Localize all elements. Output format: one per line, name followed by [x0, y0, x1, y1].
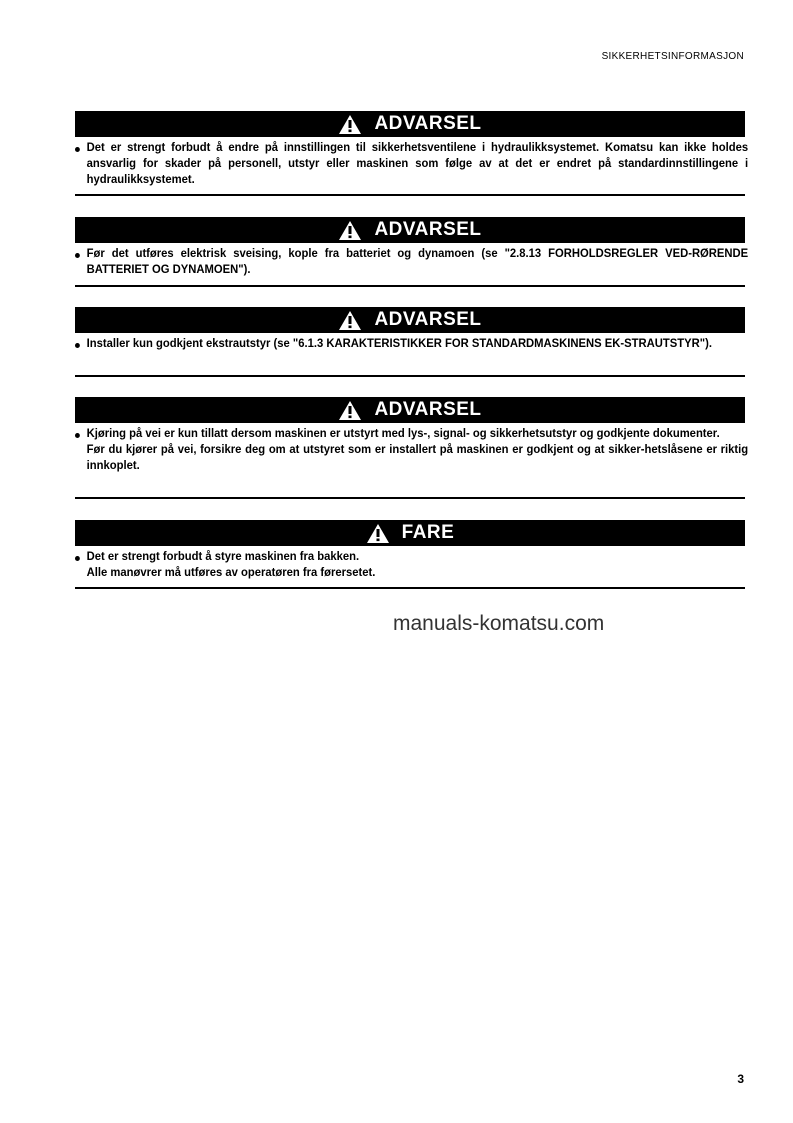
- notice-level: FARE: [401, 522, 455, 543]
- notice-body: [75, 333, 748, 352]
- section-header: SIKKERHETSINFORMASJON: [601, 51, 744, 62]
- notice-level: ADVARSEL: [374, 219, 482, 240]
- notice-header: [75, 217, 745, 243]
- safety-notice: [75, 111, 749, 188]
- warning-triangle-icon: [366, 523, 390, 544]
- bullet-icon: [75, 147, 80, 152]
- notice-text: Installer kun godkjent ekstrautstyr (se "6.1.3 KARAKTERISTIKKER FOR STANDARDMASKINENS EK-STRAUTSTYR").: [86, 337, 712, 350]
- notice-level: ADVARSEL: [374, 309, 482, 330]
- bullet-icon: [75, 433, 80, 438]
- warning-triangle-icon: [338, 114, 362, 135]
- notice-header: [75, 307, 745, 333]
- notice-header: [75, 397, 745, 423]
- page-number: 3: [737, 1072, 744, 1086]
- notice-text: Det er strengt forbudt å endre på innstillingen til sikkerhetsventilene i hydraulikksystemet. Komatsu kan ikke holdes ansvarlig for skader på personell, utstyr eller maskinen som følge av at det er endret på standardinnstillingene i hydraulikksystemet.: [86, 141, 749, 186]
- safety-notice: [75, 307, 745, 352]
- divider: [75, 587, 745, 589]
- notice-header: [75, 520, 745, 546]
- notice-level: ADVARSEL: [374, 399, 482, 420]
- safety-notice: [75, 520, 745, 581]
- bullet-icon: [75, 556, 80, 561]
- divider: [75, 285, 745, 287]
- notice-text: Før du kjører på vei, forsikre deg om at utstyret som er installert på maskinen er godkjent og at sikker-hetslåsene er riktig innkoplet.: [86, 443, 749, 472]
- bullet-icon: [75, 343, 80, 348]
- notice-header: [75, 111, 745, 137]
- safety-notice: [75, 217, 749, 278]
- notice-body: [75, 423, 748, 474]
- notice-body: [75, 546, 748, 581]
- warning-triangle-icon: [338, 310, 362, 331]
- notice-text: Det er strengt forbudt å styre maskinen fra bakken.: [86, 550, 360, 563]
- notice-text: Kjøring på vei er kun tillatt dersom maskinen er utstyrt med lys-, signal- og sikkerhetsutstyr og godkjente dokumenter.: [86, 427, 720, 440]
- notice-text: Før det utføres elektrisk sveising, kople fra batteriet og dynamoen (se "2.8.13 FORHOLDSREGLER VED-RØRENDE BATTERIET OG DYNAMOEN").: [86, 247, 749, 276]
- safety-notice: [75, 397, 749, 474]
- divider: [75, 375, 745, 377]
- watermark: manuals-komatsu.com: [393, 612, 605, 635]
- notice-body: [75, 137, 748, 188]
- notice-text: Alle manøvrer må utføres av operatøren fra førersetet.: [86, 566, 376, 579]
- warning-triangle-icon: [338, 220, 362, 241]
- warning-triangle-icon: [338, 400, 362, 421]
- notice-level: ADVARSEL: [374, 113, 482, 134]
- divider: [75, 194, 745, 196]
- bullet-icon: [75, 253, 80, 258]
- notice-body: [75, 243, 748, 278]
- divider: [75, 497, 745, 499]
